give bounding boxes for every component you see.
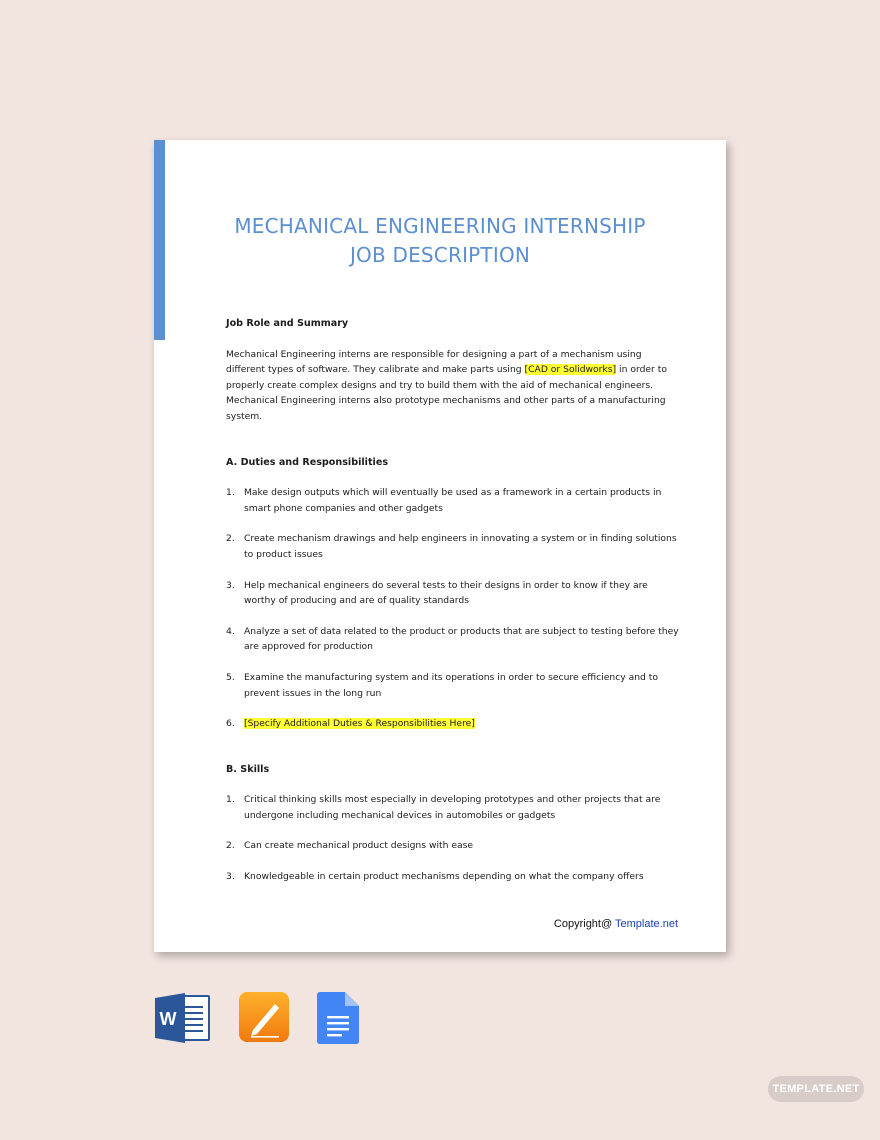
highlight-placeholder: [CAD or Solidworks]	[524, 364, 617, 376]
list-item: 3. Knowledgeable in certain product mechanisms depending on what the company offers	[226, 871, 644, 883]
google-docs-icon[interactable]	[317, 992, 359, 1049]
list-item: 4. Analyze a set of data related to the product or products that are subject to testing before they are approved for production	[226, 625, 679, 653]
word-icon[interactable]	[155, 992, 211, 1049]
duties-list	[226, 485, 682, 732]
list-item: 5. Examine the manufacturing system and its operations in order to secure efficiency and to prevent issues in the long run	[226, 671, 659, 699]
pages-icon[interactable]	[239, 992, 291, 1049]
section-heading-summary: Job Role and Summary	[226, 318, 349, 329]
list-item: 2. Can create mechanical product designs with ease	[226, 840, 474, 852]
summary-paragraph: Mechanical Engineering interns are responsible for designing a part of a mechanism using different types of software. They calibrate and make parts using [CAD or Solidworks] in order to properly create complex designs and try to build them with the aid of mechanical engineers. Mechanical Engineering interns also prototype mechanisms and other parts of a manufacturing system.	[226, 348, 667, 422]
list-item: 1. Critical thinking skills most especially in developing prototypes and other projects that are undergone including mechanical devices in automobiles or gadgets	[226, 794, 661, 821]
document-title: MECHANICAL ENGINEERING INTERNSHIP JOB DESCRIPTION	[234, 214, 646, 267]
section-heading-duties: A. Duties and Responsibilities	[226, 456, 389, 468]
list-item: 2. Create mechanism drawings and help engineers in innovating a system or in finding solutions to product issues	[226, 533, 677, 560]
template-net-link[interactable]: Template.net	[615, 918, 678, 930]
list-item: 1. Make design outputs which will eventually be used as a framework in a certain products in smart phone companies and other gadgets	[226, 487, 662, 514]
svg-text:W: W	[159, 1009, 177, 1029]
list-item: 3. Help mechanical engineers do several tests to their designs in order to know if they are worthy of producing and are of quality standards	[226, 579, 648, 607]
document-body	[226, 316, 682, 885]
template-net-badge[interactable]: TEMPLATE.NET	[768, 1076, 864, 1102]
list-item-placeholder: 6. [Specify Additional Duties & Responsibilities Here]	[226, 718, 475, 730]
skills-list	[226, 792, 682, 884]
section-heading-skills: B. Skills	[226, 763, 270, 775]
copyright-note: Copyright@ Template.net	[553, 918, 678, 930]
document-page	[154, 140, 726, 952]
